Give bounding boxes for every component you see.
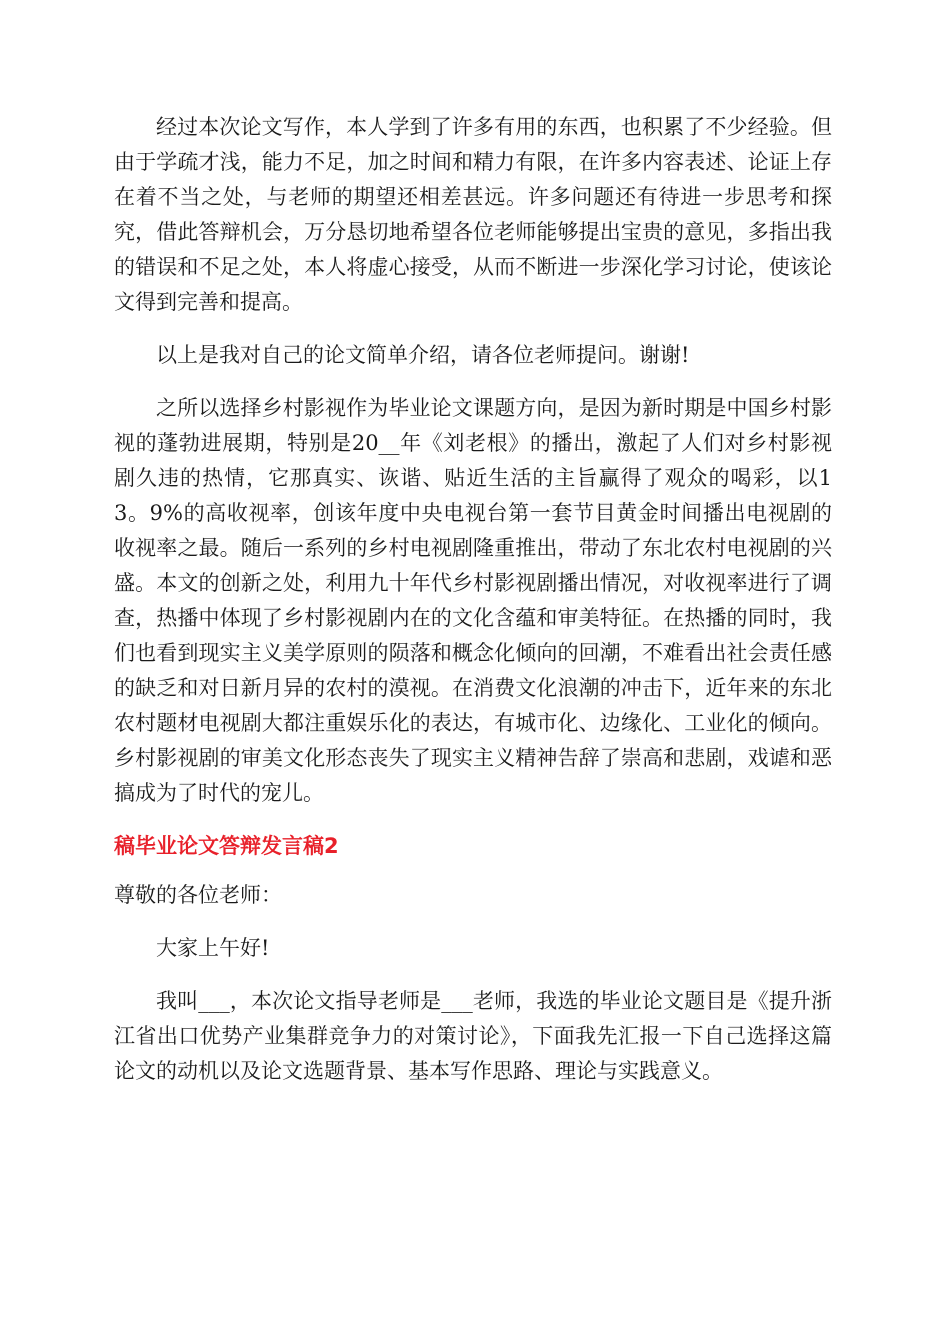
section-heading: 稿毕业论文答辩发言稿2 xyxy=(114,834,339,858)
greeting: 大家上午好! xyxy=(156,936,270,960)
paragraph-topic-reason: 之所以选择乡村影视作为毕业论文课题方向，是因为新时期是中国乡村影视的蓬勃进展期，特别是20__年《刘老根》的播出，激起了人们对乡村影视剧久违的热情，它那真实、诙谐、贴近生活的主旨赢得了观众的喝彩，以13。9%的高收视率，创该年度中央电视台第一套节目黄金时间播出电视剧的收视率之最。随后一系列的乡村电视剧隆重推出，带动了东北农村电视剧的兴盛。本文的创新之处，利用九十年代乡村影视剧播出情况，对收视率进行了调查，热播中体现了乡村影视剧内在的文化含蕴和审美特征。在热播的同时，我们也看到现实主义美学原则的陨落和概念化倾向的回潮，不难看出社会责任感的缺乏和对日新月异的农村的漠视。在消费文化浪潮的冲击下，近年来的东北农村题材电视剧大都注重娱乐化的表达，有城市化、边缘化、工业化的倾向。乡村影视剧的审美文化形态丧失了现实主义精神告辞了崇高和悲剧，戏谑和恶搞成为了时代的宠儿。 xyxy=(114,396,832,805)
document-body xyxy=(114,110,832,1107)
paragraph-closing-thanks: 以上是我对自己的论文简单介绍，请各位老师提问。谢谢! xyxy=(156,343,690,367)
paragraph-conclusion: 经过本次论文写作，本人学到了许多有用的东西，也积累了不少经验。但由于学疏才浅，能力不足，加之时间和精力有限，在许多内容表述、论证上存在着不当之处，与老师的期望还相差甚远。许多问题还有待进一步思考和探究，借此答辩机会，万分恳切地希望各位老师能够提出宝贵的意见，多指出我的错误和不足之处，本人将虚心接受，从而不断进一步深化学习讨论，使该论文得到完善和提高。 xyxy=(114,115,832,314)
paragraph-intro: 我叫___，本次论文指导老师是___老师，我选的毕业论文题目是《提升浙江省出口优势产业集群竞争力的对策讨论》，下面我先汇报一下自己选择这篇论文的动机以及论文选题背景、基本写作思路、理论与实践意义。 xyxy=(114,989,832,1083)
salutation: 尊敬的各位老师： xyxy=(114,883,282,907)
